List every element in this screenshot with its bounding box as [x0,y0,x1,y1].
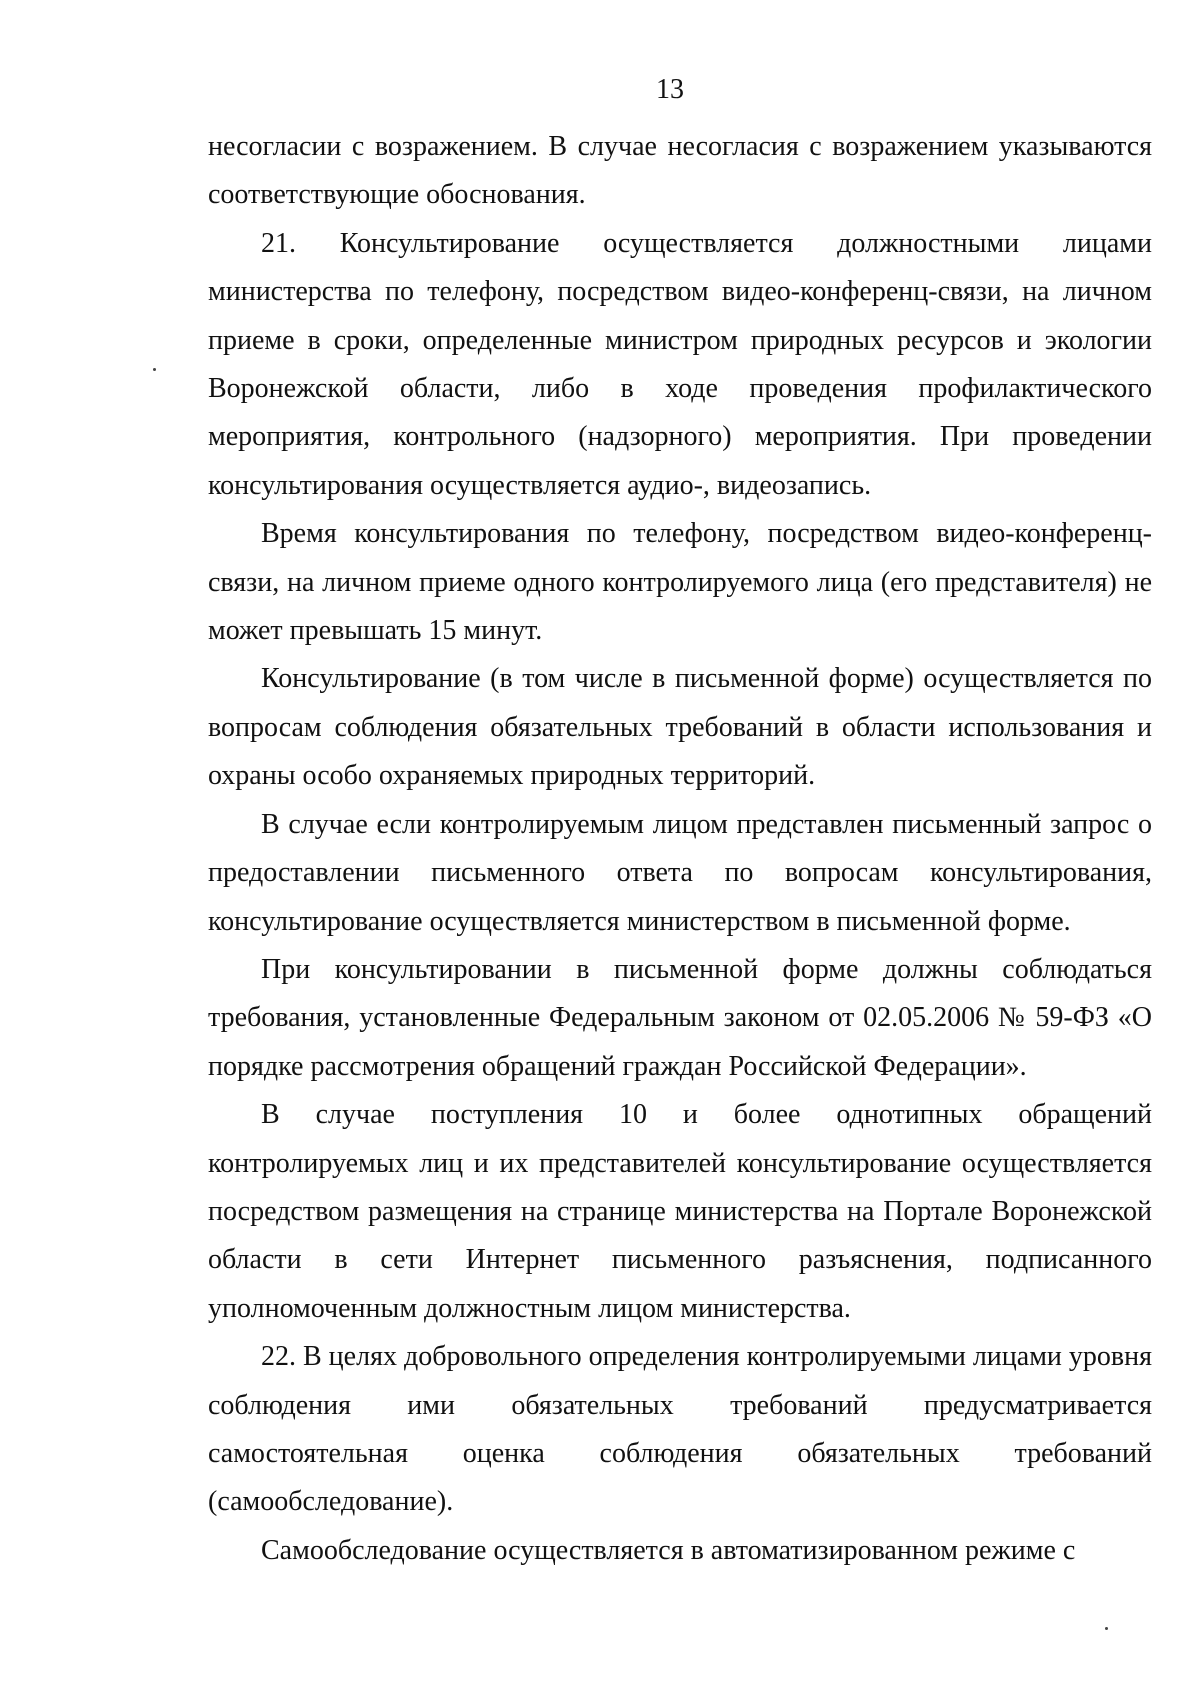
paragraph-item-21: 21. Консультирование осуществляется должностными лицами министерства по телефону, посредством видео-конференц-связи, на личном приеме в сроки, определенные министром природных ресурсов и экологии Воронежской области, либо в ходе проведения профилактического мероприятия, контрольного (надзорного) мероприятия. При проведении консультирования осуществляется аудио-, видеозапись. [208,227,1152,501]
paragraph-self-inspection: Самообследование осуществляется в автоматизированном режиме с [261,1534,1076,1566]
page-number: 13 [656,74,684,105]
paragraph-consultation-scope: Консультирование (в том числе в письменной форме) осуществляется по вопросам соблюдения обязательных требований в области использования и охраны особо охраняемых природных территорий. [208,663,1152,792]
paragraph-multiple-appeals: В случае поступления 10 и более однотипных обращений контролируемых лиц и их представителей консультирование осуществляется посредством размещения на странице министерства на Портале Воронежской области в сети Интернет письменного разъяснения, подписанного уполномоченным должностным лицом министерства. [208,1099,1152,1324]
paragraph-written-request: В случае если контролируемым лицом представлен письменный запрос о предоставлении письменного ответа по вопросам консультирования, консультирование осуществляется министерством в письменной форме. [208,808,1152,937]
paragraph-continuation: несогласии с возражением. В случае несогласия с возражением указываются соответствующие обоснования. [208,131,1152,211]
scan-speck [1105,1627,1108,1630]
margin-speck [153,368,156,371]
paragraph-item-22: 22. В целях добровольного определения контролируемыми лицами уровня соблюдения ими обязательных требований предусматривается самостоятельная оценка соблюдения обязательных требований (самообследование). [208,1341,1152,1518]
document-body [208,123,1152,1575]
paragraph-consultation-time: Время консультирования по телефону, посредством видео-конференц-связи, на личном приеме одного контролируемого лица (его представителя) не может превышать 15 минут. [208,518,1152,647]
paragraph-written-requirements: При консультировании в письменной форме должны соблюдаться требования, установленные Федеральным законом от 02.05.2006 № 59-ФЗ «О порядке рассмотрения обращений граждан Российской Федерации». [208,953,1152,1082]
